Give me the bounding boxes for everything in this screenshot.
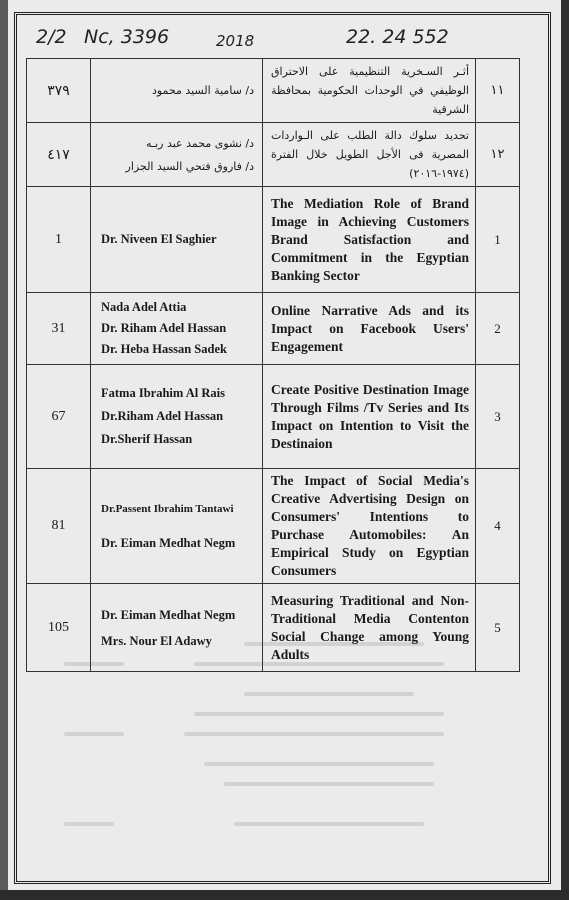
page-number: 81: [27, 469, 91, 584]
paper-title: The Impact of Social Media's Creative Advertising Design on Consumers' Intentions to Purchase Automobiles: An Empirical Study on Egyptian Consumers: [271, 473, 469, 578]
title-cell: [263, 123, 476, 187]
author-name: د/ سامية السيد محمود: [151, 84, 254, 97]
author-name: Dr.Riham Adel Hassan: [101, 409, 224, 423]
page-edge: [0, 890, 569, 900]
page-edge: [561, 0, 569, 900]
row-number: 1: [476, 187, 520, 293]
title-cell: [263, 365, 476, 469]
table-row: [27, 365, 520, 469]
row-number: 5: [476, 584, 520, 672]
page-number: ٤١٧: [27, 123, 91, 187]
author-name: د/ فاروق فتحي السيد الجزار: [125, 159, 254, 173]
page-number: 67: [27, 365, 91, 469]
authors-cell: [91, 365, 263, 469]
table-row: [27, 293, 520, 365]
table-row: [27, 59, 520, 123]
table-row: [27, 187, 520, 293]
table-row: [27, 123, 520, 187]
page-number: 31: [27, 293, 91, 365]
author-name: Dr. Riham Adel Hassan: [101, 321, 227, 335]
author-name: Dr. Niveen El Saghier: [101, 232, 217, 246]
paper-title: Measuring Traditional and Non-Traditional Media Contenton Social Change among Young Adults: [271, 592, 469, 662]
author-name: Dr.Sherif Hassan: [101, 432, 193, 446]
authors-cell: [91, 187, 263, 293]
authors-cell: [91, 584, 263, 672]
row-number: 3: [476, 365, 520, 469]
handwritten-note: [36, 22, 536, 56]
authors-cell: [91, 123, 263, 187]
author-name: Dr. Eiman Medhat Negm: [101, 536, 236, 550]
page-edge: [0, 0, 8, 900]
paper-title: Create Positive Destination Image Through Films /Tv Series and Its Impact on Intention to Visit the Destinaion: [271, 381, 469, 451]
title-cell: [263, 584, 476, 672]
page-number: 1: [27, 187, 91, 293]
handwritten-fragment: 2/2: [36, 26, 67, 48]
title-cell: [263, 187, 476, 293]
author-name: Fatma Ibrahim Al Rais: [101, 386, 225, 400]
author-name: Dr.Passent Ibrahim Tantawi: [101, 503, 234, 515]
title-cell: [263, 293, 476, 365]
contents-table: [26, 58, 520, 672]
title-cell: [263, 469, 476, 584]
author-name: Nada Adel Attia: [101, 300, 187, 314]
row-number: 2: [476, 293, 520, 365]
row-number: ١١: [476, 59, 520, 123]
authors-cell: [91, 59, 263, 123]
table-row: [27, 584, 520, 672]
paper-title: تحديد سلوك دالة الطلب على الـواردات المصرية فى الأجل الطويل خلال الفترة (١٩٧٤-٢٠١٦): [271, 129, 469, 180]
row-number: 4: [476, 469, 520, 584]
author-name: Mrs. Nour El Adawy: [101, 633, 212, 648]
row-number: ١٢: [476, 123, 520, 187]
table-row: [27, 469, 520, 584]
handwritten-fragment: 22. 24 552: [346, 26, 449, 48]
page-number: ٣٧٩: [27, 59, 91, 123]
authors-cell: [91, 469, 263, 584]
title-cell: [263, 59, 476, 123]
authors-cell: [91, 293, 263, 365]
paper-title: Online Narrative Ads and its Impact on Facebook Users' Engagement: [271, 302, 469, 354]
page-number: 105: [27, 584, 91, 672]
handwritten-fragment: 2018: [216, 32, 255, 50]
handwritten-fragment: Nc, 3396: [84, 26, 170, 48]
author-name: Dr. Heba Hassan Sadek: [101, 342, 227, 356]
paper-title: أثـر السـخرية التنظيمية على الاحتراق الوظيفي في الوحدات الحكومية بمحافظة الشرقية: [271, 65, 469, 116]
author-name: د/ نشوى محمد عبد ربـه: [145, 136, 254, 150]
author-name: Dr. Eiman Medhat Negm: [101, 607, 236, 622]
paper-title: The Mediation Role of Brand Image in Achieving Customers Brand Satisfaction and Commitment in the Egyptian Banking Sector: [271, 195, 469, 283]
